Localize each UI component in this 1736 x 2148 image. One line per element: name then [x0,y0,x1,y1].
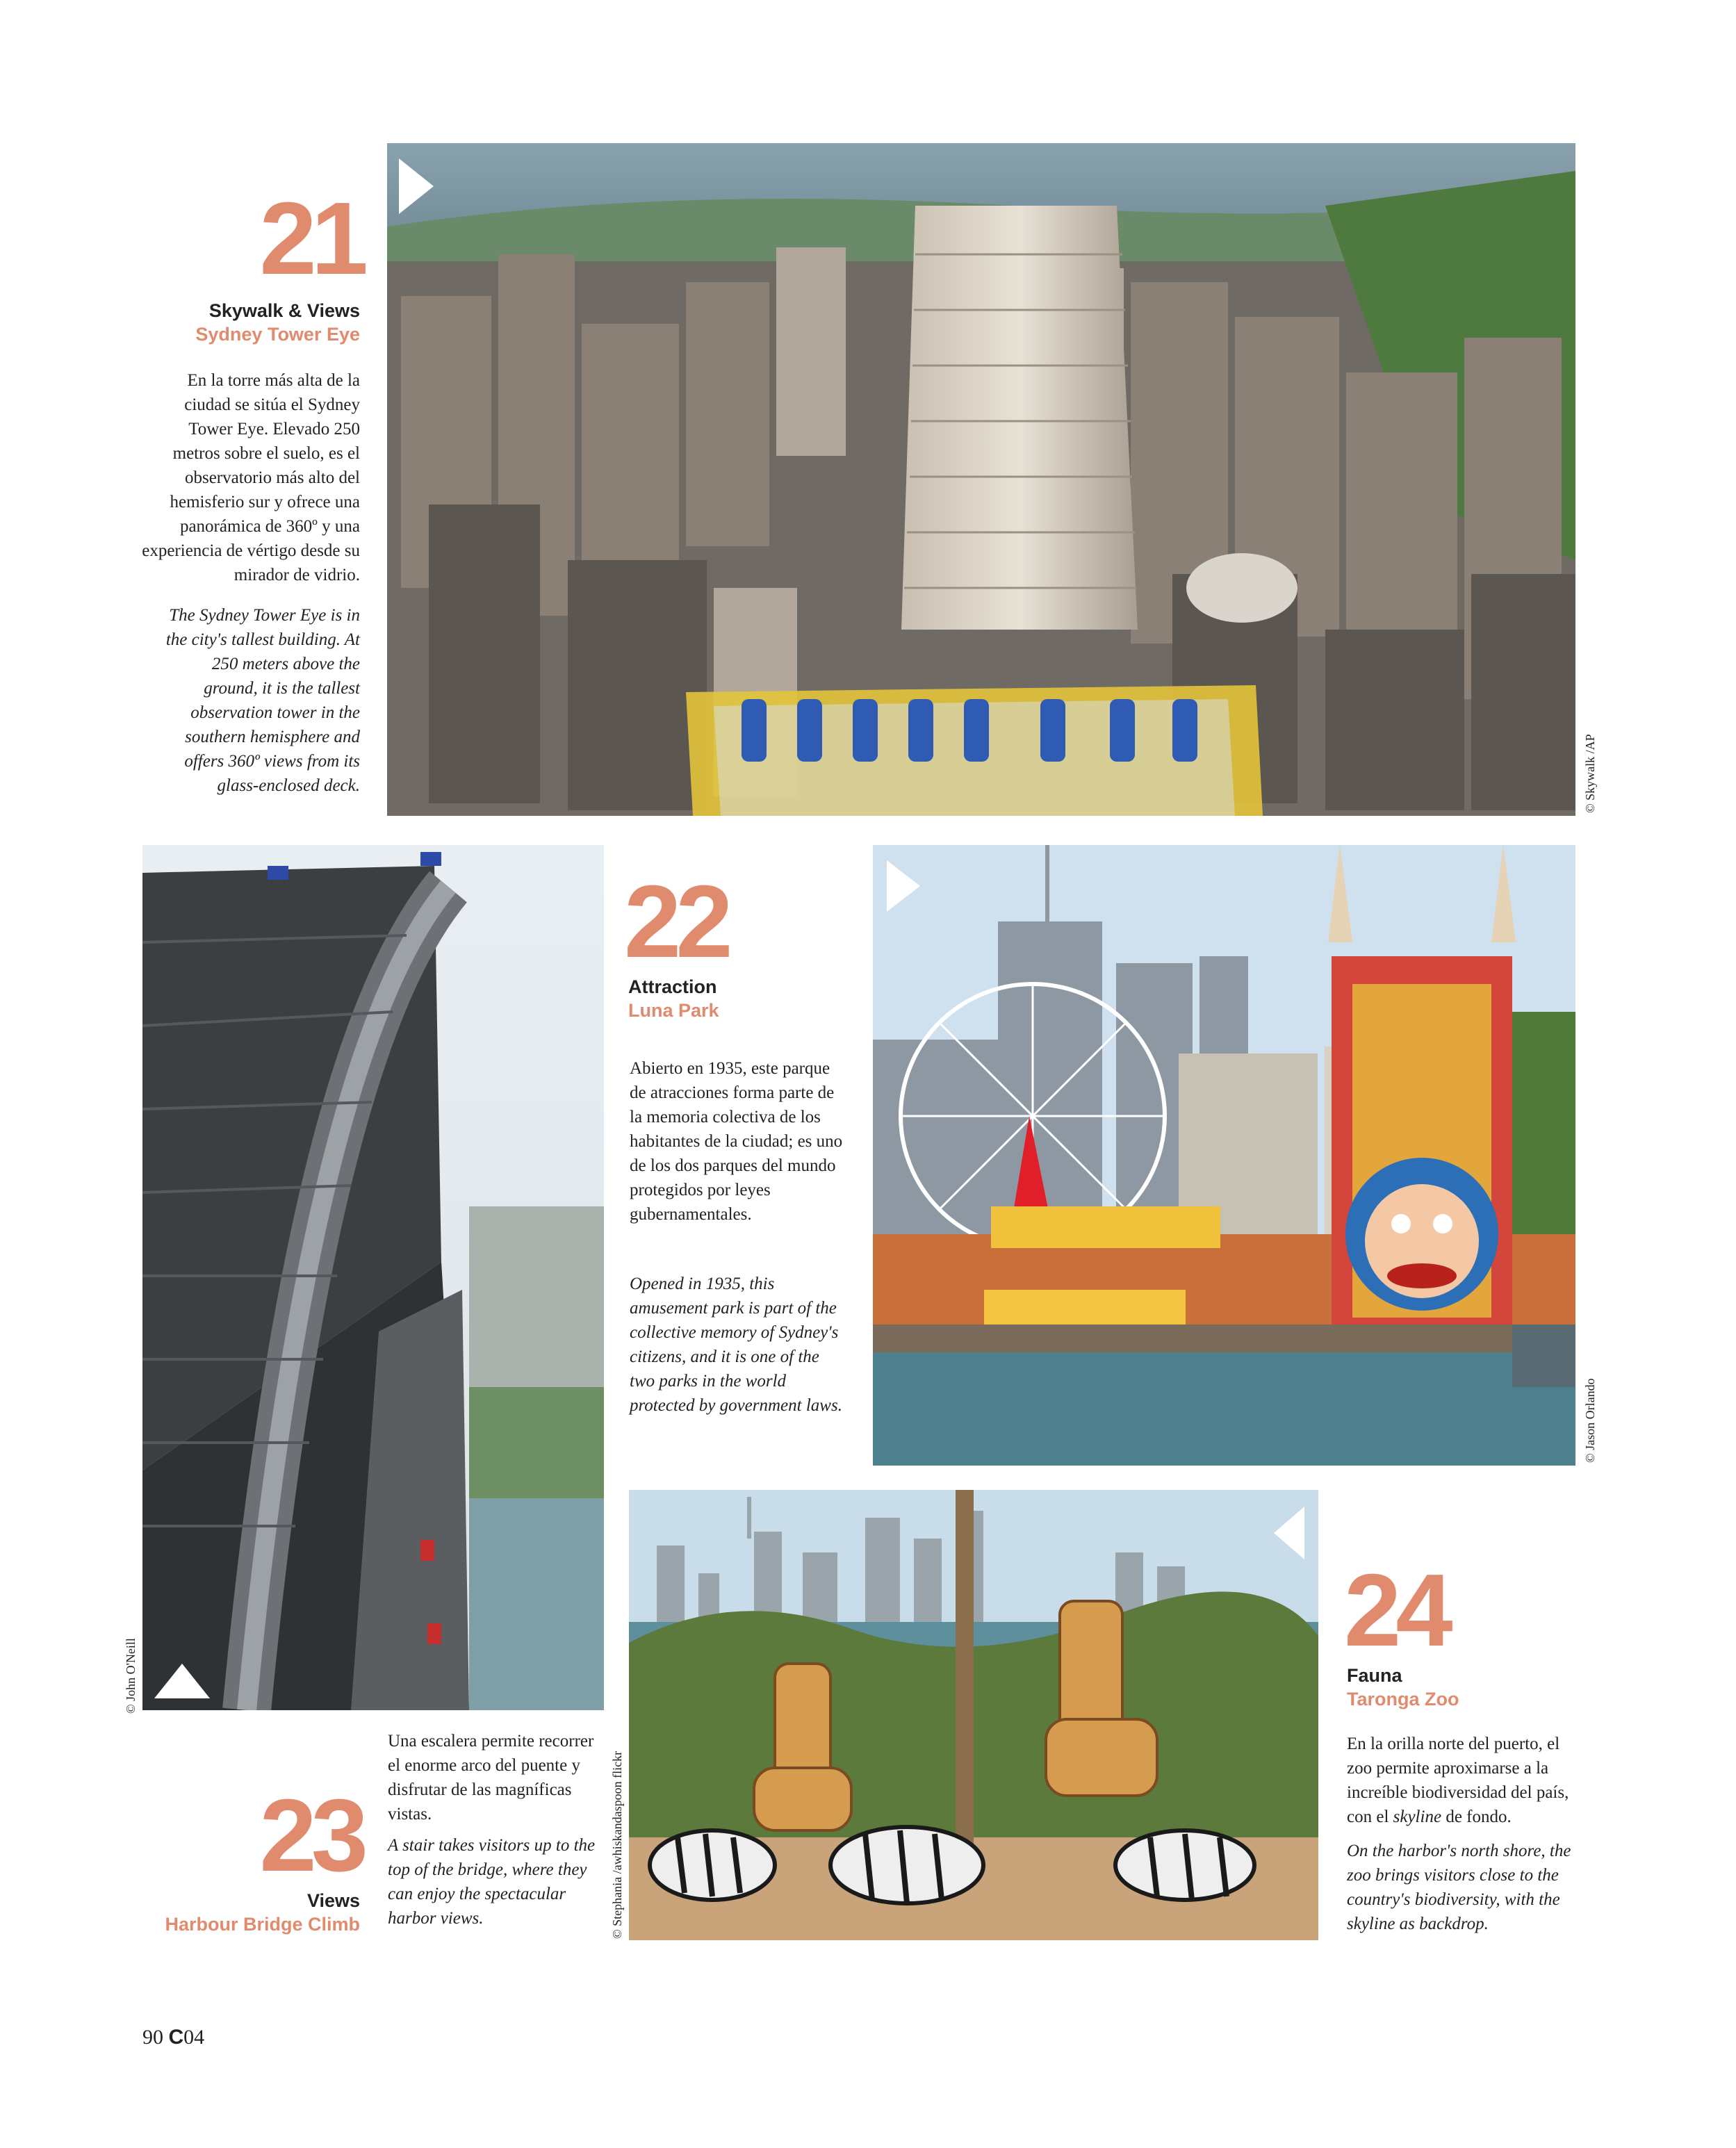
entry-24-text-es-part1: En la orilla norte del puerto, el zoo permite aproximarse a la increíble biodiversidad del país, con el [1347,1735,1569,1826]
entry-24-photo-credit: © Stephania /awhiskandaspoon flickr [610,1751,624,1939]
entry-21-number: 21 [259,181,363,296]
entry-23-text-es: Una escalera permite recorrer el enorme arco del puente y disfrutar de las magníficas vistas. [388,1732,594,1823]
entry-22-text-en: Opened in 1935, this amusement park is part of the collective memory of Sydney's citizens, and it is one of the two parks in the world protected by government laws. [630,1274,842,1415]
entry-21-text-es: En la torre más alta de la ciudad se sitúa el Sydney Tower Eye. Elevado 250 metros sobre el suelo, es el observatorio más alto del hemisferio sur y ofrece una panorámica de 360º y una experiencia de vértigo desde su mirador de vidrio. [142,371,360,584]
entry-24-text-es-skyline: skyline [1393,1807,1442,1826]
play-arrow-icon [399,158,434,214]
entry-23-subtitle: Harbour Bridge Climb [165,1914,360,1935]
sydney-tower-skywalk-photo [387,143,1575,816]
entry-23-number: 23 [259,1778,363,1893]
entry-22-subtitle: Luna Park [628,1000,719,1021]
entry-24-category: Fauna [1347,1665,1402,1686]
magazine-brand: C [168,2026,184,2049]
up-arrow-icon [154,1664,210,1698]
entry-21-text-en: The Sydney Tower Eye is in the city's tallest building. At 250 meters above the ground, it is the tallest observation tower in the southern hemisphere and offers 360º views from its glass-enclosed deck. [165,606,360,795]
play-arrow-icon [887,860,920,912]
entry-24-text-en: On the harbor's north shore, the zoo brings visitors close to the country's biodiversity, with the skyline as backdrop. [1347,1842,1571,1933]
entry-24-text-es-part2: de fondo. [1441,1807,1512,1826]
entry-24-text-es [1347,1732,1583,1829]
entry-23-photo-credit: © John O'Neill [124,1638,138,1714]
entry-21-photo-credit: © Skywalk /AP [1583,734,1597,813]
issue-number: 04 [183,2026,205,2049]
harbour-bridge-photo [142,845,604,1710]
entry-22-category: Attraction [628,976,717,997]
entry-21-subtitle: Sydney Tower Eye [195,324,360,345]
back-arrow-icon [1274,1507,1304,1559]
page-number: 90 [142,2026,163,2049]
entry-24-subtitle: Taronga Zoo [1347,1689,1459,1710]
entry-22-text-es: Abierto en 1935, este parque de atracciones forma parte de la memoria colectiva de los habitantes de la ciudad; es uno de los dos parques del mundo protegidos por leyes gubernamentales. [630,1059,843,1224]
entry-24-number: 24 [1344,1553,1448,1668]
entry-23-text-en: A stair takes visitors up to the top of the bridge, where they can enjoy the spectacular harbor views. [388,1836,596,1928]
entry-22-number: 22 [624,864,728,979]
luna-park-photo [873,845,1575,1466]
page-folio [142,2026,204,2049]
entry-22-photo-credit: © Jason Orlando [1583,1378,1597,1463]
taronga-zoo-photo [629,1490,1318,1940]
entry-21-category: Skywalk & Views [208,300,360,321]
entry-23-category: Views [306,1890,360,1911]
